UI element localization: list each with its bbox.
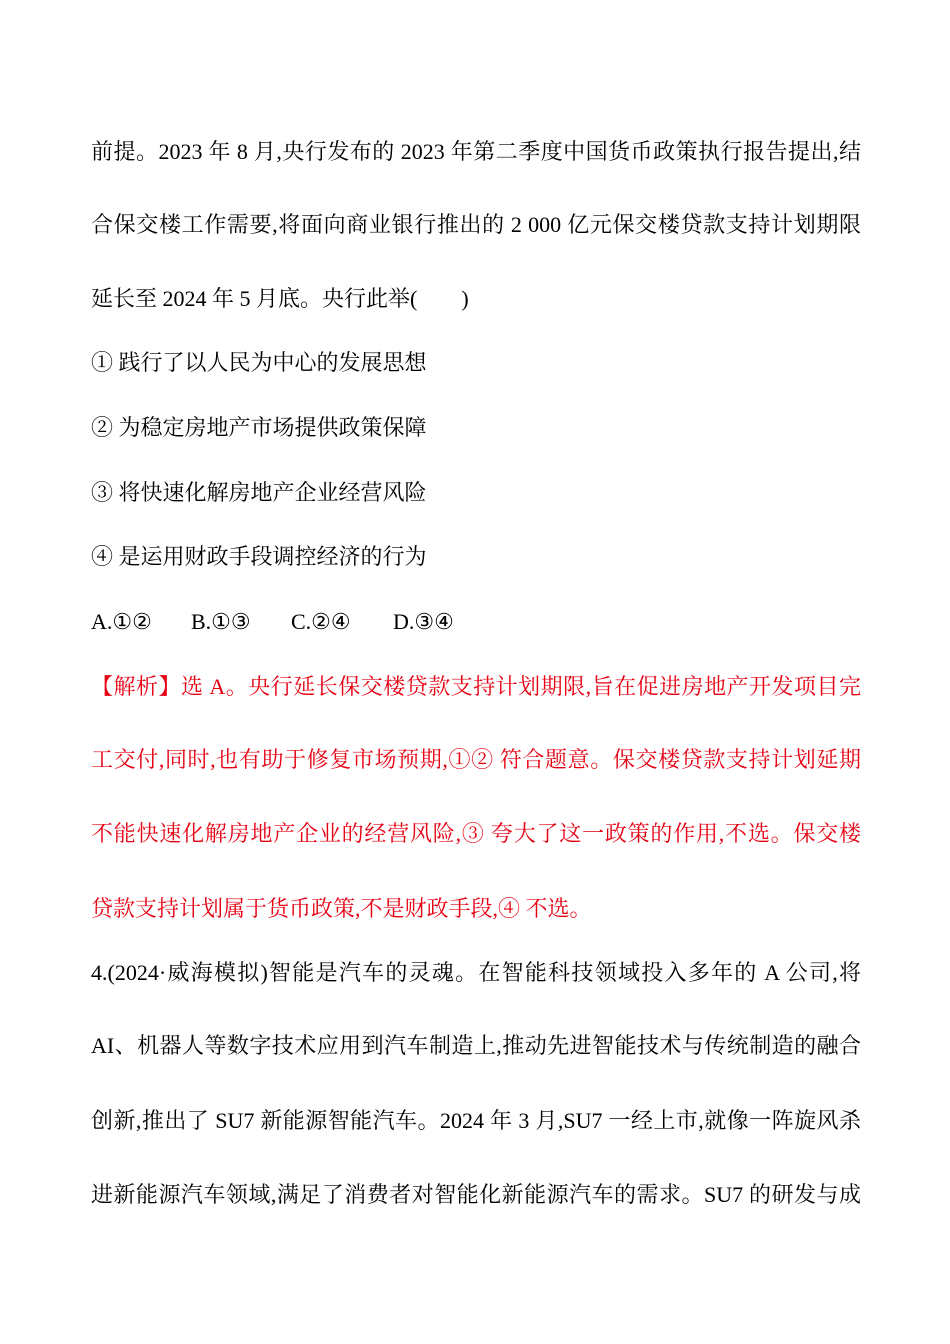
question4-stem-line-3: 创新,推出了 SU7 新能源智能汽车。2024 年 3 月,SU7 一经上市,就像一阵旋风杀 [91,1108,861,1133]
statement-3: ③ 将快速化解房地产企业经营风险 [91,480,427,505]
statement-1: ① 践行了以人民为中心的发展思想 [91,350,427,375]
question4-stem-line-1: 4.(2024·威海模拟)智能是汽车的灵魂。在智能科技领域投入多年的 A 公司,将 [91,960,861,985]
choice-d: D.③④ [393,609,454,634]
statement-4: ④ 是运用财政手段调控经济的行为 [91,544,427,569]
question3-stem-line-3: 延长至 2024 年 5 月底。央行此举( ) [91,286,469,311]
analysis-line-3: 不能快速化解房地产企业的经营风险,③ 夸大了这一政策的作用,不选。保交楼 [91,821,861,846]
question4-stem-line-4: 进新能源汽车领域,满足了消费者对智能化新能源汽车的需求。SU7 的研发与成 [91,1182,861,1207]
choice-c: C.②④ [291,609,351,634]
analysis-line-1: 【解析】选 A。央行延长保交楼贷款支持计划期限,旨在促进房地产开发项目完 [91,674,861,699]
statement-2: ② 为稳定房地产市场提供政策保障 [91,415,427,440]
question4-stem-line-2: AI、机器人等数字技术应用到汽车制造上,推动先进智能技术与传统制造的融合 [91,1033,861,1058]
choice-b: B.①③ [191,609,251,634]
analysis-line-2: 工交付,同时,也有助于修复市场预期,①② 符合题意。保交楼贷款支持计划延期 [91,747,861,772]
choice-a: A.①② [91,609,152,634]
question3-stem-line-2: 合保交楼工作需要,将面向商业银行推出的 2 000 亿元保交楼贷款支持计划期限 [91,212,861,237]
analysis-line-4: 贷款支持计划属于货币政策,不是财政手段,④ 不选。 [91,896,592,921]
question3-stem-line-1: 前提。2023 年 8 月,央行发布的 2023 年第二季度中国货币政策执行报告提出,结 [91,139,861,164]
